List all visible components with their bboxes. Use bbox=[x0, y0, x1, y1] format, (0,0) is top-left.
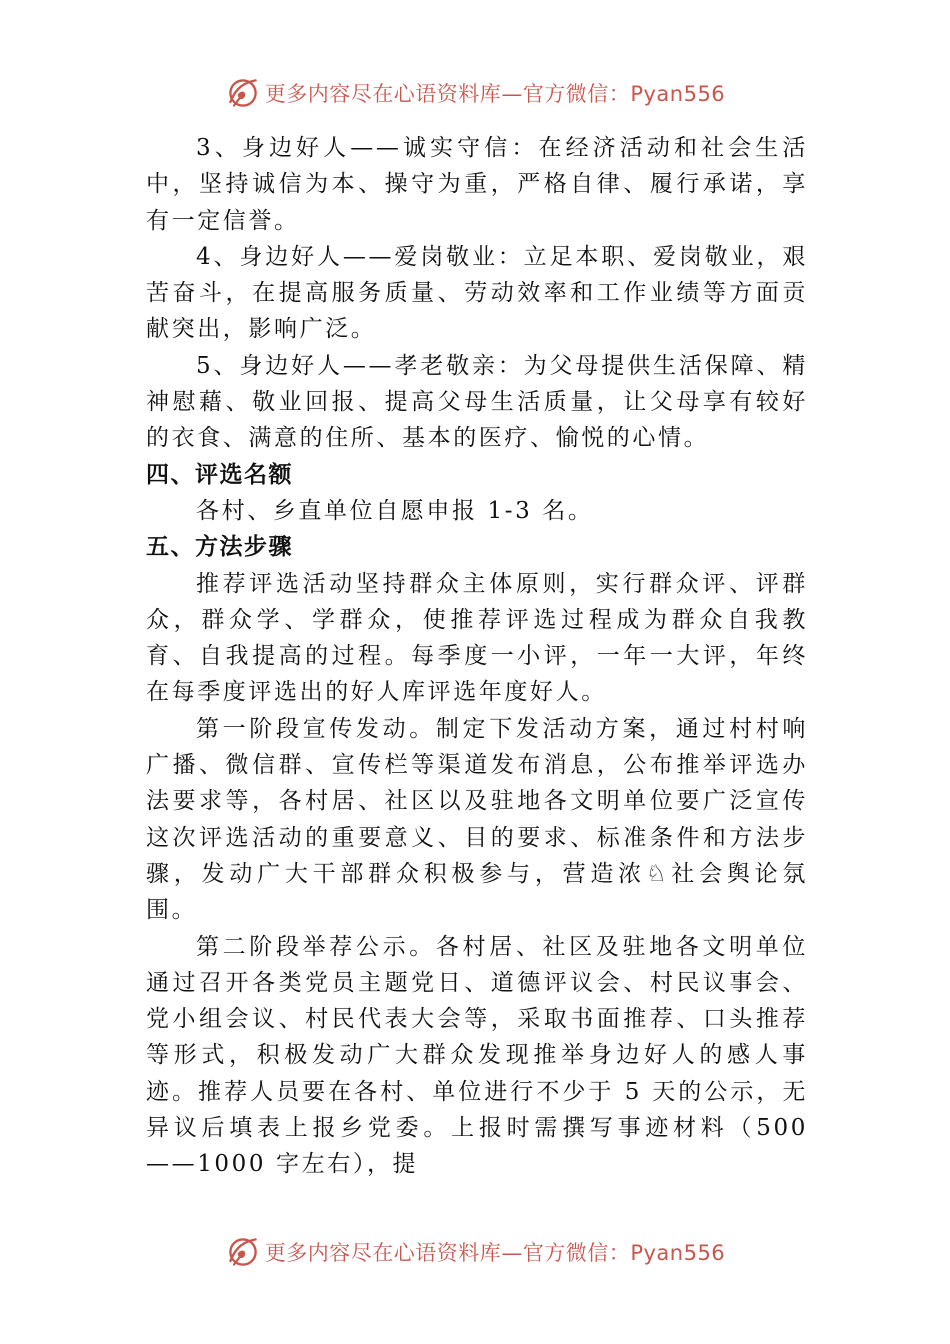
footer-banner bbox=[0, 1232, 950, 1272]
header-banner-text bbox=[265, 78, 725, 108]
footer-banner-main: 更多内容尽在心语资料库 bbox=[264, 1241, 502, 1265]
item-3-paragraph: 3、身边好人——诚实守信：在经济活动和社会生活中，坚持诚信为本、操守为重，严格自律、履行承诺，享有一定信誉。 bbox=[146, 135, 808, 234]
header-banner-id: Pyan556 bbox=[630, 82, 726, 106]
logo-icon bbox=[225, 1234, 261, 1270]
header-banner-wechat: 官方微信： bbox=[522, 82, 631, 106]
item-5-paragraph: 5、身边好人——孝老敬亲：为父母提供生活保障、精神慰藉、敬业回报、提高父母生活质量，让父母享有较好的衣食、满意的住所、基本的医疗、愉悦的心情。 bbox=[146, 352, 808, 452]
footer-banner-id: Pyan556 bbox=[630, 1241, 726, 1265]
section-4-paragraph: 各村、乡直单位自愿申报 1-3 名。 bbox=[196, 497, 594, 524]
section-5-paragraph-3: 第二阶段举荐公示。各村居、社区及驻地各文明单位通过召开各类党员主题党日、道德评议会、村民议事会、党小组会议、村民代表大会等，采取书面推荐、口头推荐等形式，积极发动广大群众发现推举身边好人的感人事迹。推荐人员要在各村、单位进行不少于 5 天的公示，无异议后填表上报乡党委。上报时需撰写事迹材料（500——1000 字左右），提 bbox=[146, 933, 808, 1178]
item-4-paragraph: 4、身边好人——爱岗敬业：立足本职、爱岗敬业，艰苦奋斗，在提高服务质量、劳动效率和工作业绩等方面贡献突出，影响广泛。 bbox=[146, 243, 808, 343]
section-5-paragraph-1: 推荐评选活动坚持群众主体原则，实行群众评、评群众，群众学、学群众，使推荐评选过程成为群众自我教育、自我提高的过程。每季度一小评，一年一大评，年终在每季度评选出的好人库评选年度好人。 bbox=[146, 570, 808, 706]
section-5-paragraph-2: 第一阶段宣传发动。制定下发活动方案，通过村村响广播、微信群、宣传栏等渠道发布消息，公布推举评选办法要求等，各村居、社区以及驻地各文明单位要广泛宣传这次评选活动的重要意义、目的要求、标准条件和方法步骤，发动广大干部群众积极参与，营造浓♘社会舆论氛围。 bbox=[146, 715, 808, 924]
footer-banner-text bbox=[265, 1237, 725, 1267]
document-body bbox=[146, 130, 808, 1183]
section-5-heading: 五、方法步骤 bbox=[146, 534, 293, 561]
header-banner-dash: — bbox=[501, 82, 523, 106]
header-banner-main: 更多内容尽在心语资料库 bbox=[264, 82, 502, 106]
footer-banner-dash: — bbox=[501, 1241, 523, 1265]
section-4-heading: 四、评选名额 bbox=[146, 461, 293, 488]
header-banner bbox=[0, 73, 950, 113]
footer-banner-wechat: 官方微信： bbox=[522, 1241, 631, 1265]
logo-icon bbox=[225, 75, 261, 111]
